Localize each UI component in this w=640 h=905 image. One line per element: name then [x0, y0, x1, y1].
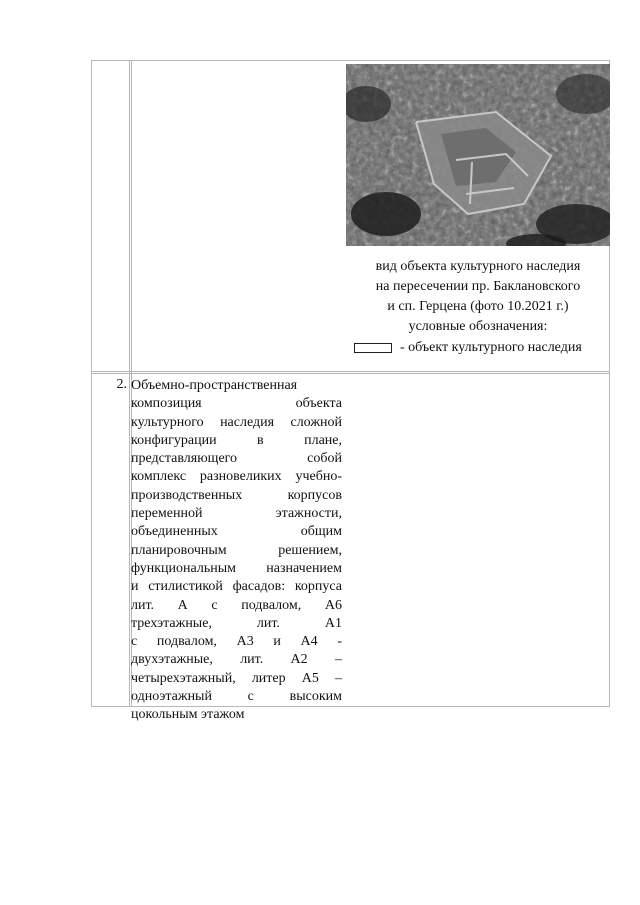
- caption-line: на пересечении пр. Баклановского: [375, 279, 581, 294]
- description-line: композиция объекта: [131, 396, 342, 412]
- description-line: трехэтажные, лит. А1: [131, 615, 342, 631]
- description-line: Объемно-пространственная: [131, 378, 298, 393]
- caption-line: вид объекта культурного наследия: [375, 259, 581, 274]
- aerial-photo: [346, 64, 610, 246]
- document-table: [91, 60, 610, 723]
- description-line: и стилистикой фасадов: корпуса: [131, 579, 342, 595]
- table-row-divider: [92, 371, 609, 372]
- description-line: планировочным решением,: [131, 542, 342, 558]
- row-description: [131, 377, 342, 725]
- description-line: объединенных общим: [131, 524, 342, 540]
- description-line: производственных корпусов: [131, 487, 342, 503]
- caption-line: и сп. Герцена (фото 10.2021 г.): [387, 299, 569, 314]
- description-line: культурного наследия сложной: [131, 414, 342, 430]
- description-line: цокольным этажом: [131, 707, 245, 723]
- legend-label: - объект культурного наследия: [400, 340, 582, 355]
- description-line: комплекс разновеликих учебно-: [131, 469, 342, 485]
- description-line: одноэтажный с высоким: [131, 689, 342, 705]
- description-line: с подвалом, А3 и А4 -: [131, 634, 342, 650]
- table-column-divider: [129, 61, 130, 706]
- table-row-divider: [92, 373, 609, 374]
- description-line: представляющего собой: [131, 451, 342, 467]
- legend-title: условные обозначения:: [408, 319, 548, 334]
- row-number: 2.: [116, 377, 127, 392]
- legend-swatch-icon: [354, 343, 392, 353]
- description-line: лит. А с подвалом, А6: [131, 597, 342, 613]
- photo-caption: [346, 257, 610, 317]
- description-line: переменной этажности,: [131, 506, 342, 522]
- description-line: конфигурации в плане,: [131, 432, 342, 448]
- legend-row: [354, 338, 582, 358]
- description-line: четырехэтажный, литер А5 –: [131, 670, 342, 686]
- description-line: функциональным назначением: [131, 560, 342, 576]
- description-line: двухэтажные, лит. А2 –: [131, 652, 342, 668]
